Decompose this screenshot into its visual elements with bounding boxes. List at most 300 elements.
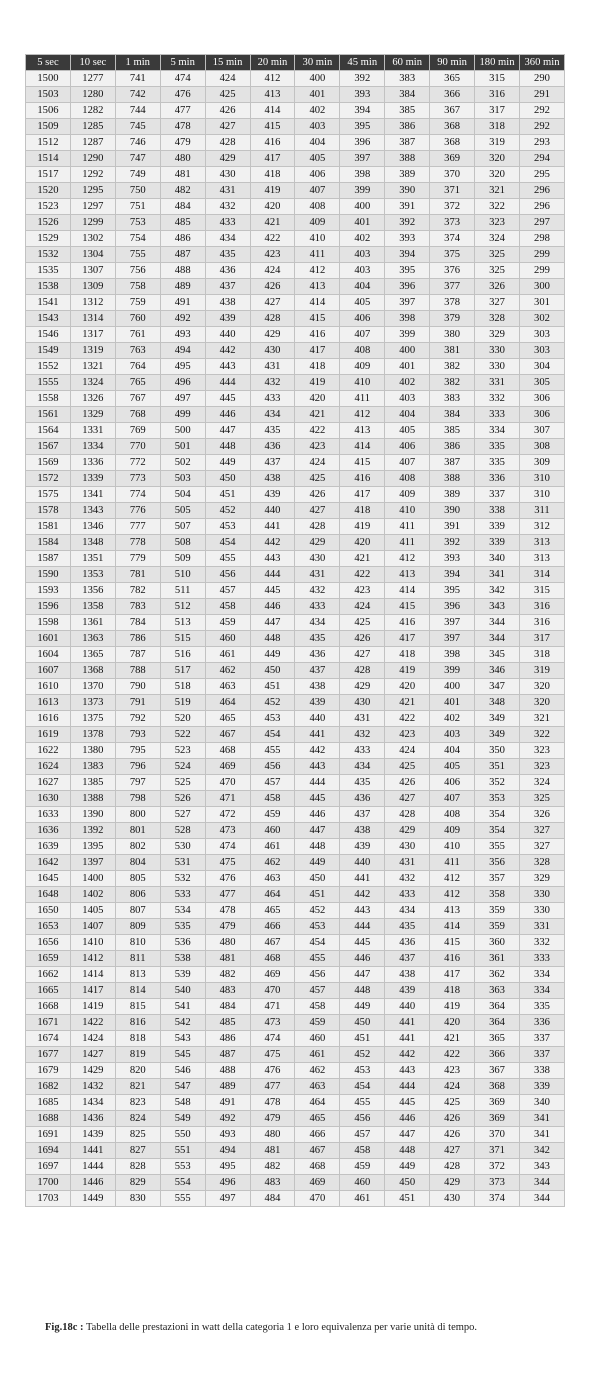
table-cell: 448 — [340, 983, 385, 999]
table-cell: 404 — [295, 135, 340, 151]
table-cell: 367 — [430, 103, 475, 119]
table-cell: 418 — [295, 359, 340, 375]
table-cell: 497 — [160, 391, 205, 407]
table-row — [26, 679, 565, 695]
table-cell: 741 — [115, 71, 160, 87]
table-cell: 492 — [160, 311, 205, 327]
table-row — [26, 1031, 565, 1047]
table-cell: 1546 — [26, 327, 71, 343]
table-cell: 334 — [519, 983, 564, 999]
table-cell: 429 — [430, 1175, 475, 1191]
table-cell: 425 — [295, 471, 340, 487]
table-cell: 408 — [340, 343, 385, 359]
table-cell: 483 — [205, 983, 250, 999]
table-cell: 348 — [475, 695, 520, 711]
table-cell: 426 — [385, 775, 430, 791]
table-cell: 439 — [385, 983, 430, 999]
table-row — [26, 647, 565, 663]
header-row — [26, 55, 565, 71]
table-cell: 456 — [250, 759, 295, 775]
table-cell: 406 — [430, 775, 475, 791]
table-cell: 448 — [295, 839, 340, 855]
table-cell: 380 — [430, 327, 475, 343]
table-cell: 1575 — [26, 487, 71, 503]
table-cell: 429 — [340, 679, 385, 695]
table-cell: 341 — [519, 1111, 564, 1127]
table-cell: 548 — [160, 1095, 205, 1111]
table-cell: 1361 — [70, 615, 115, 631]
table-cell: 412 — [295, 263, 340, 279]
table-cell: 339 — [475, 535, 520, 551]
table-cell: 493 — [205, 1127, 250, 1143]
table-cell: 470 — [250, 983, 295, 999]
table-cell: 409 — [295, 215, 340, 231]
table-cell: 449 — [250, 647, 295, 663]
table-cell: 412 — [430, 887, 475, 903]
table-cell: 827 — [115, 1143, 160, 1159]
table-cell: 499 — [160, 407, 205, 423]
table-cell: 432 — [340, 727, 385, 743]
table-cell: 1535 — [26, 263, 71, 279]
table-cell: 469 — [250, 967, 295, 983]
table-cell: 1410 — [70, 935, 115, 951]
table-cell: 294 — [519, 151, 564, 167]
table-cell: 1392 — [70, 823, 115, 839]
table-row — [26, 151, 565, 167]
table-row — [26, 1175, 565, 1191]
table-cell: 306 — [519, 391, 564, 407]
table-cell: 472 — [205, 807, 250, 823]
table-cell: 456 — [340, 1111, 385, 1127]
table-cell: 515 — [160, 631, 205, 647]
table-cell: 1541 — [26, 295, 71, 311]
table-cell: 1520 — [26, 183, 71, 199]
table-cell: 828 — [115, 1159, 160, 1175]
table-cell: 330 — [519, 887, 564, 903]
table-cell: 372 — [430, 199, 475, 215]
table-cell: 419 — [295, 375, 340, 391]
table-cell: 325 — [475, 263, 520, 279]
table-cell: 1645 — [26, 871, 71, 887]
table-cell: 795 — [115, 743, 160, 759]
table-cell: 326 — [475, 279, 520, 295]
table-cell: 428 — [205, 135, 250, 151]
table-cell: 783 — [115, 599, 160, 615]
table-cell: 412 — [340, 407, 385, 423]
table-cell: 296 — [519, 183, 564, 199]
table-cell: 415 — [385, 599, 430, 615]
table-cell: 478 — [160, 119, 205, 135]
table-cell: 1309 — [70, 279, 115, 295]
table-cell: 455 — [205, 551, 250, 567]
table-cell: 507 — [160, 519, 205, 535]
table-cell: 471 — [205, 791, 250, 807]
table-cell: 319 — [519, 663, 564, 679]
table-cell: 455 — [250, 743, 295, 759]
table-cell: 434 — [250, 407, 295, 423]
table-cell: 1290 — [70, 151, 115, 167]
table-cell: 436 — [340, 791, 385, 807]
table-row — [26, 359, 565, 375]
table-cell: 1368 — [70, 663, 115, 679]
table-cell: 444 — [385, 1079, 430, 1095]
table-cell: 394 — [340, 103, 385, 119]
table-cell: 410 — [340, 375, 385, 391]
table-cell: 411 — [385, 535, 430, 551]
table-cell: 427 — [205, 119, 250, 135]
table-cell: 404 — [340, 279, 385, 295]
table-cell: 362 — [475, 967, 520, 983]
table-cell: 1356 — [70, 583, 115, 599]
table-cell: 443 — [340, 903, 385, 919]
table-cell: 427 — [430, 1143, 475, 1159]
table-cell: 1685 — [26, 1095, 71, 1111]
table-cell: 790 — [115, 679, 160, 695]
table-cell: 437 — [385, 951, 430, 967]
table-cell: 524 — [160, 759, 205, 775]
column-header: 180 min — [475, 55, 520, 71]
table-cell: 420 — [385, 679, 430, 695]
table-cell: 443 — [295, 759, 340, 775]
table-cell: 455 — [340, 1095, 385, 1111]
table-cell: 428 — [340, 663, 385, 679]
table-cell: 1624 — [26, 759, 71, 775]
table-cell: 335 — [475, 439, 520, 455]
table-cell: 486 — [205, 1031, 250, 1047]
table-cell: 428 — [295, 519, 340, 535]
table-cell: 397 — [340, 151, 385, 167]
table-cell: 341 — [519, 1127, 564, 1143]
table-row — [26, 1079, 565, 1095]
table-cell: 441 — [385, 1015, 430, 1031]
table-cell: 430 — [340, 695, 385, 711]
table-row — [26, 135, 565, 151]
table-cell: 511 — [160, 583, 205, 599]
table-cell: 745 — [115, 119, 160, 135]
table-cell: 1314 — [70, 311, 115, 327]
table-cell: 437 — [250, 455, 295, 471]
table-cell: 330 — [519, 903, 564, 919]
table-cell: 417 — [385, 631, 430, 647]
table-cell: 452 — [295, 903, 340, 919]
table-cell: 392 — [340, 71, 385, 87]
table-cell: 531 — [160, 855, 205, 871]
table-cell: 432 — [250, 375, 295, 391]
table-cell: 1607 — [26, 663, 71, 679]
table-cell: 421 — [430, 1031, 475, 1047]
table-cell: 462 — [295, 1063, 340, 1079]
table-cell: 501 — [160, 439, 205, 455]
table-cell: 463 — [295, 1079, 340, 1095]
table-cell: 440 — [385, 999, 430, 1015]
table-cell: 398 — [430, 647, 475, 663]
table-cell: 1506 — [26, 103, 71, 119]
table-row — [26, 1191, 565, 1207]
table-cell: 491 — [205, 1095, 250, 1111]
table-cell: 303 — [519, 327, 564, 343]
table-cell: 323 — [519, 759, 564, 775]
table-cell: 495 — [205, 1159, 250, 1175]
table-cell: 414 — [295, 295, 340, 311]
table-cell: 419 — [250, 183, 295, 199]
table-cell: 420 — [295, 391, 340, 407]
table-cell: 1405 — [70, 903, 115, 919]
table-row — [26, 119, 565, 135]
table-cell: 444 — [205, 375, 250, 391]
table-cell: 422 — [340, 567, 385, 583]
table-cell: 425 — [430, 1095, 475, 1111]
table-cell: 338 — [519, 1063, 564, 1079]
table-cell: 462 — [250, 855, 295, 871]
table-cell: 354 — [475, 823, 520, 839]
table-cell: 393 — [430, 551, 475, 567]
table-cell: 1650 — [26, 903, 71, 919]
table-cell: 1348 — [70, 535, 115, 551]
table-cell: 1679 — [26, 1063, 71, 1079]
table-cell: 805 — [115, 871, 160, 887]
table-cell: 527 — [160, 807, 205, 823]
table-cell: 344 — [475, 631, 520, 647]
table-cell: 435 — [385, 919, 430, 935]
table-cell: 1424 — [70, 1031, 115, 1047]
table-cell: 359 — [475, 919, 520, 935]
table-row — [26, 439, 565, 455]
table-cell: 410 — [295, 231, 340, 247]
table-cell: 469 — [205, 759, 250, 775]
table-cell: 1321 — [70, 359, 115, 375]
table-row — [26, 503, 565, 519]
table-cell: 313 — [519, 535, 564, 551]
table-cell: 486 — [160, 231, 205, 247]
table-cell: 484 — [250, 1191, 295, 1207]
table-cell: 320 — [519, 679, 564, 695]
table-cell: 368 — [475, 1079, 520, 1095]
table-cell: 409 — [385, 487, 430, 503]
table-cell: 454 — [250, 727, 295, 743]
table-cell: 402 — [430, 711, 475, 727]
table-cell: 526 — [160, 791, 205, 807]
table-cell: 450 — [340, 1015, 385, 1031]
table-cell: 391 — [430, 519, 475, 535]
table-row — [26, 1095, 565, 1111]
table-cell: 431 — [295, 567, 340, 583]
table-cell: 462 — [205, 663, 250, 679]
table-cell: 442 — [340, 887, 385, 903]
table-cell: 433 — [295, 599, 340, 615]
table-cell: 1390 — [70, 807, 115, 823]
table-cell: 547 — [160, 1079, 205, 1095]
table-cell: 340 — [475, 551, 520, 567]
table-cell: 335 — [475, 455, 520, 471]
table-cell: 468 — [205, 743, 250, 759]
table-cell: 1336 — [70, 455, 115, 471]
table-cell: 758 — [115, 279, 160, 295]
table-cell: 414 — [385, 583, 430, 599]
table-cell: 519 — [160, 695, 205, 711]
table-cell: 422 — [295, 423, 340, 439]
table-cell: 1441 — [70, 1143, 115, 1159]
table-cell: 311 — [519, 503, 564, 519]
table-cell: 443 — [205, 359, 250, 375]
table-row — [26, 967, 565, 983]
table-row — [26, 551, 565, 567]
table-cell: 476 — [250, 1063, 295, 1079]
table-cell: 369 — [475, 1095, 520, 1111]
table-cell: 372 — [475, 1159, 520, 1175]
table-cell: 455 — [295, 951, 340, 967]
table-cell: 453 — [340, 1063, 385, 1079]
table-cell: 1436 — [70, 1111, 115, 1127]
table-cell: 1529 — [26, 231, 71, 247]
table-cell: 481 — [250, 1143, 295, 1159]
table-cell: 474 — [250, 1031, 295, 1047]
table-cell: 1674 — [26, 1031, 71, 1047]
table-cell: 415 — [250, 119, 295, 135]
column-header: 5 sec — [26, 55, 71, 71]
table-cell: 1639 — [26, 839, 71, 855]
table-cell: 320 — [519, 695, 564, 711]
table-cell: 310 — [519, 471, 564, 487]
table-cell: 385 — [385, 103, 430, 119]
table-cell: 522 — [160, 727, 205, 743]
table-cell: 793 — [115, 727, 160, 743]
table-cell: 1280 — [70, 87, 115, 103]
table-cell: 433 — [340, 743, 385, 759]
table-cell: 440 — [205, 327, 250, 343]
table-cell: 405 — [385, 423, 430, 439]
column-header: 1 min — [115, 55, 160, 71]
table-cell: 373 — [430, 215, 475, 231]
table-cell: 767 — [115, 391, 160, 407]
table-cell: 536 — [160, 935, 205, 951]
table-cell: 534 — [160, 903, 205, 919]
table-cell: 446 — [340, 951, 385, 967]
table-cell: 509 — [160, 551, 205, 567]
table-cell: 438 — [295, 679, 340, 695]
table-cell: 405 — [295, 151, 340, 167]
table-cell: 500 — [160, 423, 205, 439]
table-cell: 417 — [430, 967, 475, 983]
table-cell: 461 — [205, 647, 250, 663]
table-cell: 461 — [250, 839, 295, 855]
table-row — [26, 615, 565, 631]
table-cell: 497 — [205, 1191, 250, 1207]
table-cell: 493 — [160, 327, 205, 343]
table-cell: 308 — [519, 439, 564, 455]
table-row — [26, 919, 565, 935]
table-cell: 412 — [250, 71, 295, 87]
table-cell: 400 — [430, 679, 475, 695]
table-cell: 458 — [205, 599, 250, 615]
table-cell: 423 — [340, 583, 385, 599]
table-cell: 825 — [115, 1127, 160, 1143]
table-cell: 742 — [115, 87, 160, 103]
table-row — [26, 423, 565, 439]
table-cell: 332 — [475, 391, 520, 407]
table-cell: 435 — [205, 247, 250, 263]
table-cell: 403 — [340, 247, 385, 263]
table-cell: 312 — [519, 519, 564, 535]
table-cell: 371 — [475, 1143, 520, 1159]
table-cell: 345 — [475, 647, 520, 663]
table-cell: 830 — [115, 1191, 160, 1207]
table-cell: 398 — [385, 311, 430, 327]
table-cell: 427 — [340, 647, 385, 663]
table-cell: 405 — [430, 759, 475, 775]
table-cell: 386 — [385, 119, 430, 135]
table-cell: 1326 — [70, 391, 115, 407]
table-cell: 1331 — [70, 423, 115, 439]
table-cell: 1604 — [26, 647, 71, 663]
table-cell: 1610 — [26, 679, 71, 695]
table-cell: 401 — [340, 215, 385, 231]
table-cell: 396 — [385, 279, 430, 295]
table-cell: 326 — [519, 807, 564, 823]
table-cell: 365 — [475, 1031, 520, 1047]
table-cell: 1307 — [70, 263, 115, 279]
table-cell: 426 — [250, 279, 295, 295]
table-cell: 335 — [519, 999, 564, 1015]
table-cell: 375 — [430, 247, 475, 263]
table-cell: 397 — [430, 631, 475, 647]
table-cell: 773 — [115, 471, 160, 487]
table-cell: 363 — [475, 983, 520, 999]
table-cell: 1432 — [70, 1079, 115, 1095]
column-header: 10 sec — [70, 55, 115, 71]
table-cell: 1549 — [26, 343, 71, 359]
table-cell: 1334 — [70, 439, 115, 455]
table-cell: 1402 — [70, 887, 115, 903]
table-cell: 450 — [295, 871, 340, 887]
table-cell: 426 — [295, 487, 340, 503]
table-cell: 1677 — [26, 1047, 71, 1063]
table-cell: 316 — [519, 599, 564, 615]
table-cell: 413 — [250, 87, 295, 103]
table-cell: 405 — [340, 295, 385, 311]
table-cell: 325 — [519, 791, 564, 807]
table-cell: 457 — [295, 983, 340, 999]
table-cell: 435 — [295, 631, 340, 647]
table-cell: 1688 — [26, 1111, 71, 1127]
table-cell: 1671 — [26, 1015, 71, 1031]
table-cell: 317 — [475, 103, 520, 119]
table-cell: 1312 — [70, 295, 115, 311]
table-cell: 804 — [115, 855, 160, 871]
table-cell: 412 — [430, 871, 475, 887]
table-cell: 344 — [519, 1175, 564, 1191]
table-cell: 468 — [295, 1159, 340, 1175]
table-cell: 413 — [385, 567, 430, 583]
table-cell: 318 — [475, 119, 520, 135]
table-cell: 409 — [430, 823, 475, 839]
table-cell: 1422 — [70, 1015, 115, 1031]
table-cell: 1287 — [70, 135, 115, 151]
table-cell: 441 — [295, 727, 340, 743]
table-cell: 470 — [295, 1191, 340, 1207]
table-row — [26, 1111, 565, 1127]
table-cell: 315 — [475, 71, 520, 87]
table-cell: 316 — [475, 87, 520, 103]
table-cell: 357 — [475, 871, 520, 887]
table-cell: 479 — [160, 135, 205, 151]
table-cell: 395 — [385, 263, 430, 279]
table-cell: 403 — [340, 263, 385, 279]
table-cell: 418 — [430, 983, 475, 999]
table-row — [26, 711, 565, 727]
table-cell: 469 — [295, 1175, 340, 1191]
table-cell: 545 — [160, 1047, 205, 1063]
table-cell: 439 — [205, 311, 250, 327]
